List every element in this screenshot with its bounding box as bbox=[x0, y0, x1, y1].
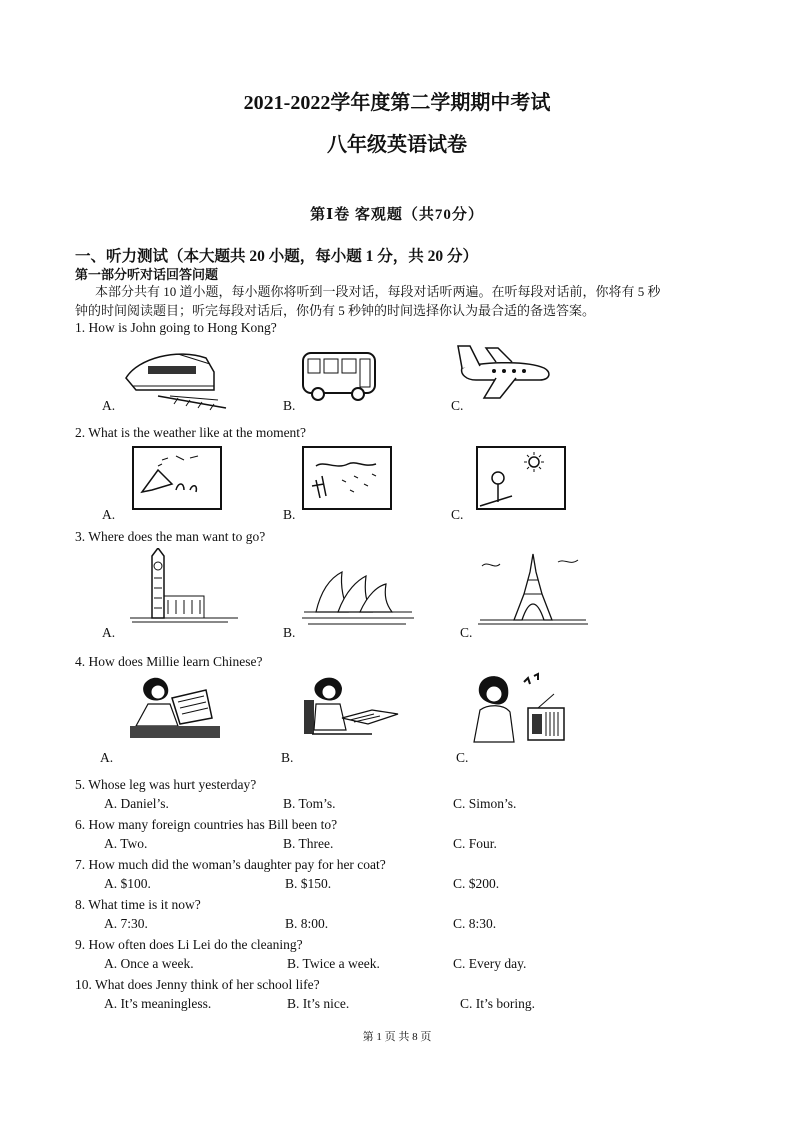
opera-house-icon bbox=[302, 566, 414, 628]
option-c-label: C. bbox=[460, 625, 473, 640]
option-c: C. 8:30. bbox=[453, 916, 497, 931]
question-text: 9. How often does Li Lei do the cleaning? bbox=[75, 937, 303, 952]
option-c-label: C. bbox=[456, 750, 469, 765]
subsection-heading: 第一部分听对话回答问题 bbox=[75, 267, 219, 282]
option-c: C. Simon’s. bbox=[453, 796, 517, 811]
windy-icon bbox=[132, 446, 222, 510]
option-a-label: A. bbox=[102, 507, 116, 522]
option-c: C. $200. bbox=[453, 876, 500, 891]
option-c: C. Four. bbox=[453, 836, 497, 851]
question-text: 8. What time is it now? bbox=[75, 897, 201, 912]
option-c-label: C. bbox=[451, 398, 464, 413]
option-a: A. $100. bbox=[104, 876, 151, 891]
volume-title: 第Ⅰ卷 客观题（共70分） bbox=[310, 207, 484, 223]
rainy-icon bbox=[302, 446, 392, 510]
question-text: 5. Whose leg was hurt yesterday? bbox=[75, 777, 257, 792]
option-b: B. $150. bbox=[285, 876, 332, 891]
option-c: C. It’s boring. bbox=[460, 996, 536, 1011]
option-a-label: A. bbox=[102, 398, 116, 413]
section-heading: 一、听力测试（本大题共 20 小题，每小题 1 分，共 20 分） bbox=[75, 248, 479, 265]
option-c-label: C. bbox=[451, 507, 464, 522]
computer-study-icon bbox=[126, 674, 222, 744]
option-b: B. 8:00. bbox=[285, 916, 329, 931]
question-text: 7. How much did the woman’s daughter pay for her coat? bbox=[75, 857, 386, 872]
option-b-label: B. bbox=[283, 398, 296, 413]
question-text: 3. Where does the man want to go? bbox=[75, 529, 266, 544]
page-number: 第 1 页 共 8 页 bbox=[362, 1031, 432, 1043]
option-b: B. Twice a week. bbox=[287, 956, 380, 971]
question-text: 2. What is the weather like at the moment? bbox=[75, 425, 307, 440]
option-a: A. Two. bbox=[104, 836, 148, 851]
plane-icon bbox=[456, 338, 556, 400]
option-a: A. Once a week. bbox=[104, 956, 194, 971]
option-b: B. Tom’s. bbox=[283, 796, 336, 811]
option-b: B. It’s nice. bbox=[287, 996, 350, 1011]
option-b-label: B. bbox=[283, 625, 296, 640]
book-study-icon bbox=[302, 674, 400, 744]
big-ben-icon bbox=[128, 548, 240, 624]
question-text: 6. How many foreign countries has Bill been to? bbox=[75, 817, 338, 832]
option-b: B. Three. bbox=[283, 836, 334, 851]
radio-study-icon bbox=[468, 672, 568, 744]
option-a: A. 7:30. bbox=[104, 916, 148, 931]
eiffel-tower-icon bbox=[478, 552, 588, 626]
option-a: A. Daniel’s. bbox=[104, 796, 169, 811]
question-text: 4. How does Millie learn Chinese? bbox=[75, 654, 263, 669]
sunny-icon bbox=[476, 446, 566, 510]
bus-icon bbox=[300, 350, 378, 402]
train-icon bbox=[118, 340, 228, 412]
question-text: 10. What does Jenny think of her school life? bbox=[75, 977, 320, 992]
instruction-line-1: 本部分共有 10 道小题，每小题你将听到一段对话，每段对话听两遍。在听每段对话前，你将有 5 秒 bbox=[95, 284, 661, 299]
exam-title: 2021-2022学年度第二学期期中考试 bbox=[243, 92, 551, 114]
exam-subtitle: 八年级英语试卷 bbox=[327, 134, 467, 156]
instruction-line-2: 钟的时间阅读题目；听完每段对话后，你仍有 5 秒钟的时间选择你认为最合适的备选答案。 bbox=[75, 303, 596, 318]
option-a: A. It’s meaningless. bbox=[104, 996, 212, 1011]
question-text: 1. How is John going to Hong Kong? bbox=[75, 320, 277, 335]
option-a-label: A. bbox=[102, 625, 116, 640]
option-b-label: B. bbox=[281, 750, 294, 765]
option-c: C. Every day. bbox=[453, 956, 527, 971]
option-a-label: A. bbox=[100, 750, 114, 765]
option-b-label: B. bbox=[283, 507, 296, 522]
